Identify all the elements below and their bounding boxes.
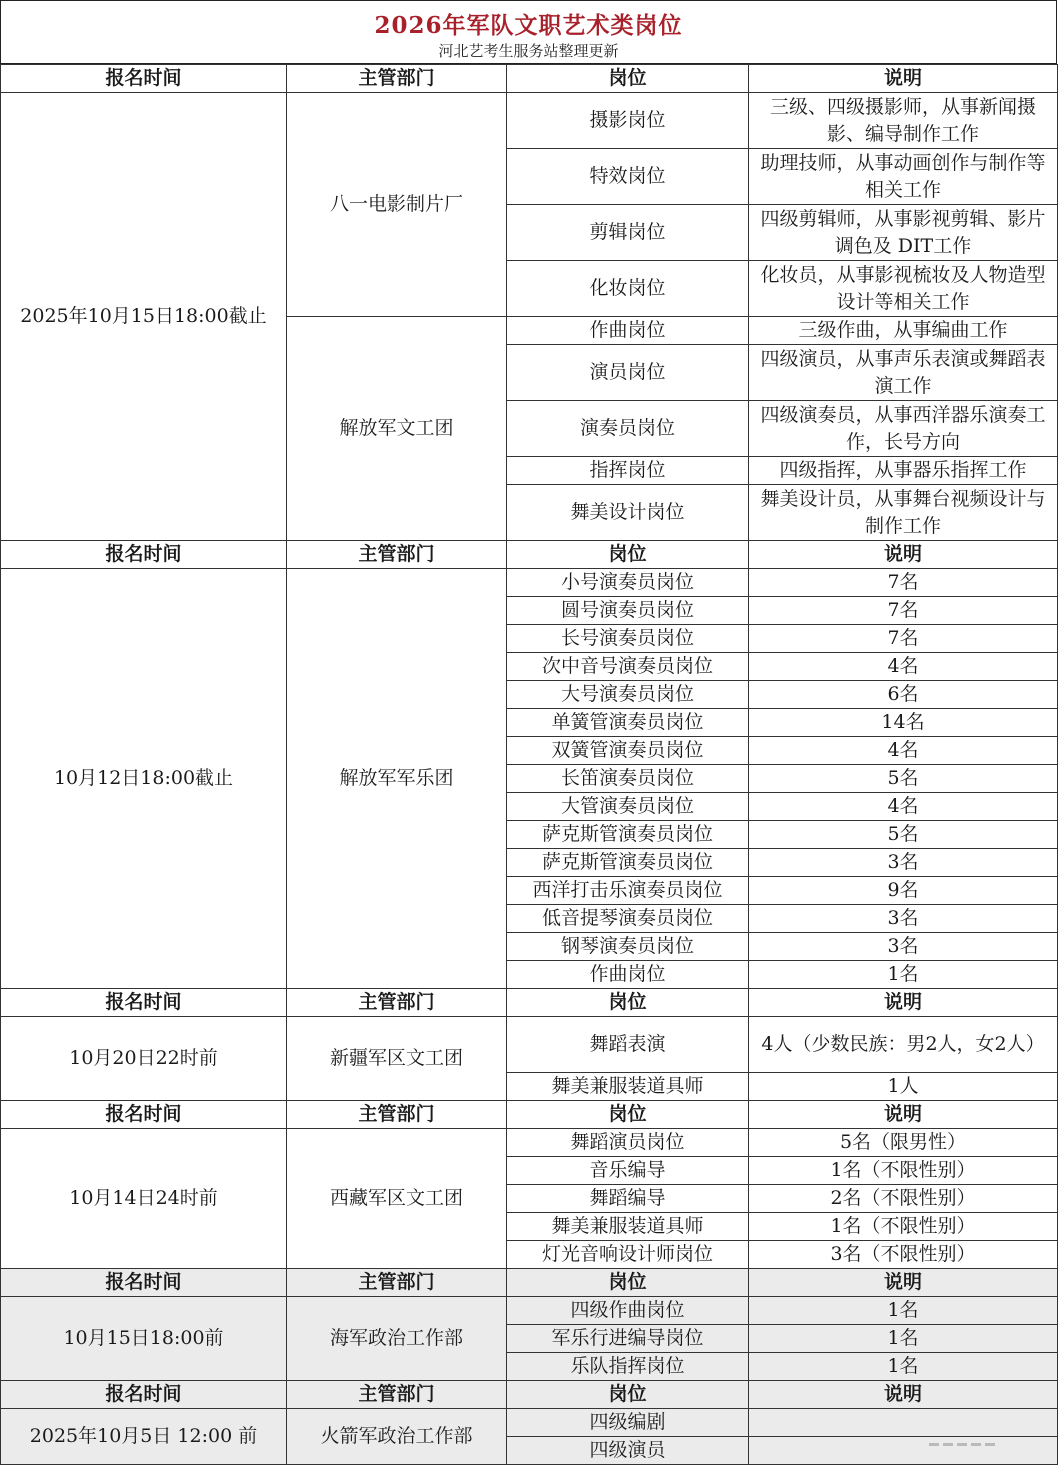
col-header-description: 说明	[749, 1381, 1058, 1409]
description-cell: 1名	[749, 1353, 1058, 1381]
post-cell: 灯光音响设计师岗位	[507, 1241, 749, 1269]
description-cell: 7名	[749, 625, 1058, 653]
table-row	[1, 569, 1058, 597]
post-cell: 长笛演奏员岗位	[507, 765, 749, 793]
col-header-department: 主管部门	[287, 1381, 507, 1409]
department-cell: 海军政治工作部	[287, 1297, 507, 1381]
description-cell: 7名	[749, 597, 1058, 625]
post-cell: 西洋打击乐演奏员岗位	[507, 877, 749, 905]
post-cell: 舞美兼服装道具师	[507, 1213, 749, 1241]
description-cell: 2名（不限性别）	[749, 1185, 1058, 1213]
deadline-cell: 10月15日18:00前	[1, 1297, 287, 1381]
deadline-cell: 10月20日22时前	[1, 1017, 287, 1101]
col-header-deadline: 报名时间	[1, 1381, 287, 1409]
col-header-deadline: 报名时间	[1, 1269, 287, 1297]
description-cell: 1人	[749, 1073, 1058, 1101]
description-cell: 化妆员，从事影视梳妆及人物造型设计等相关工作	[749, 261, 1058, 317]
description-cell: 6名	[749, 681, 1058, 709]
description-cell: 三级、四级摄影师，从事新闻摄影、编导制作工作	[749, 93, 1058, 149]
col-header-department: 主管部门	[287, 989, 507, 1017]
post-cell: 萨克斯管演奏员岗位	[507, 821, 749, 849]
description-cell: 3名	[749, 905, 1058, 933]
description-cell: 四级剪辑师，从事影视剪辑、影片调色及 DIT工作	[749, 205, 1058, 261]
description-cell: 四级演奏员，从事西洋器乐演奏工作，长号方向	[749, 401, 1058, 457]
post-cell: 四级作曲岗位	[507, 1297, 749, 1325]
description-cell: 3名	[749, 933, 1058, 961]
section-header-row	[1, 1269, 1058, 1297]
post-cell: 剪辑岗位	[507, 205, 749, 261]
jobs-table	[0, 64, 1058, 1465]
post-cell: 单簧管演奏员岗位	[507, 709, 749, 737]
col-header-department: 主管部门	[287, 1101, 507, 1129]
col-header-post: 岗位	[507, 1101, 749, 1129]
description-cell: 1名	[749, 1325, 1058, 1353]
post-cell: 大号演奏员岗位	[507, 681, 749, 709]
description-cell: 舞美设计员，从事舞台视频设计与制作工作	[749, 485, 1058, 541]
deadline-cell: 2025年10月15日18:00截止	[1, 93, 287, 541]
department-cell: 火箭军政治工作部	[287, 1409, 507, 1465]
deadline-cell: 2025年10月5日 12:00 前	[1, 1409, 287, 1465]
post-cell: 演员岗位	[507, 345, 749, 401]
col-header-description: 说明	[749, 1101, 1058, 1129]
description-cell: 四级演员，从事声乐表演或舞蹈表演工作	[749, 345, 1058, 401]
department-cell: 西藏军区文工团	[287, 1129, 507, 1269]
post-cell: 指挥岗位	[507, 457, 749, 485]
post-cell: 演奏员岗位	[507, 401, 749, 457]
post-cell: 四级编剧	[507, 1409, 749, 1437]
description-cell: 4人（少数民族：男2人，女2人）	[749, 1017, 1058, 1073]
post-cell: 萨克斯管演奏员岗位	[507, 849, 749, 877]
col-header-post: 岗位	[507, 541, 749, 569]
col-header-deadline: 报名时间	[1, 989, 287, 1017]
table-row	[1, 1297, 1058, 1325]
post-cell: 钢琴演奏员岗位	[507, 933, 749, 961]
col-header-post: 岗位	[507, 65, 749, 93]
department-cell: 解放军文工团	[287, 317, 507, 541]
table-row	[1, 1017, 1058, 1073]
col-header-department: 主管部门	[287, 1269, 507, 1297]
description-cell: 助理技师，从事动画创作与制作等相关工作	[749, 149, 1058, 205]
description-cell: 4名	[749, 653, 1058, 681]
description-cell: 5名	[749, 765, 1058, 793]
post-cell: 次中音号演奏员岗位	[507, 653, 749, 681]
post-cell: 大管演奏员岗位	[507, 793, 749, 821]
post-cell: 特效岗位	[507, 149, 749, 205]
department-cell: 解放军军乐团	[287, 569, 507, 989]
page-title: 2026年军队文职艺术类岗位	[374, 12, 683, 39]
post-cell: 乐队指挥岗位	[507, 1353, 749, 1381]
description-cell: 3名（不限性别）	[749, 1241, 1058, 1269]
post-cell: 摄影岗位	[507, 93, 749, 149]
post-cell: 低音提琴演奏员岗位	[507, 905, 749, 933]
post-cell: 双簧管演奏员岗位	[507, 737, 749, 765]
description-cell: 14名	[749, 709, 1058, 737]
post-cell: 舞蹈演员岗位	[507, 1129, 749, 1157]
col-header-description: 说明	[749, 989, 1058, 1017]
section-header-row	[1, 1381, 1058, 1409]
description-cell: 4名	[749, 793, 1058, 821]
col-header-department: 主管部门	[287, 541, 507, 569]
page-subtitle: 河北艺考生服务站整理更新	[438, 42, 619, 60]
post-cell: 音乐编导	[507, 1157, 749, 1185]
department-cell: 新疆军区文工团	[287, 1017, 507, 1101]
description-cell: 7名	[749, 569, 1058, 597]
section-header-row	[1, 541, 1058, 569]
description-cell: 5名	[749, 821, 1058, 849]
col-header-post: 岗位	[507, 1269, 749, 1297]
col-header-post: 岗位	[507, 1381, 749, 1409]
deadline-cell: 10月14日24时前	[1, 1129, 287, 1269]
section-header-row	[1, 65, 1058, 93]
deadline-cell: 10月12日18:00截止	[1, 569, 287, 989]
description-cell: 1名（不限性别）	[749, 1213, 1058, 1241]
post-cell: 四级演员	[507, 1437, 749, 1465]
table-row	[1, 93, 1058, 149]
description-cell: 三级作曲，从事编曲工作	[749, 317, 1058, 345]
post-cell: 舞蹈表演	[507, 1017, 749, 1073]
post-cell: 作曲岗位	[507, 961, 749, 989]
col-header-description: 说明	[749, 65, 1058, 93]
post-cell: 舞美设计岗位	[507, 485, 749, 541]
post-cell: 化妆岗位	[507, 261, 749, 317]
post-cell: 小号演奏员岗位	[507, 569, 749, 597]
col-header-deadline: 报名时间	[1, 541, 287, 569]
table-row	[1, 1129, 1058, 1157]
description-cell: 四级指挥，从事器乐指挥工作	[749, 457, 1058, 485]
post-cell: 舞美兼服装道具师	[507, 1073, 749, 1101]
description-cell: 3名	[749, 849, 1058, 877]
post-cell: 长号演奏员岗位	[507, 625, 749, 653]
description-cell: 1名（不限性别）	[749, 1157, 1058, 1185]
post-cell: 军乐行进编导岗位	[507, 1325, 749, 1353]
post-cell: 圆号演奏员岗位	[507, 597, 749, 625]
table-row	[1, 1409, 1058, 1437]
col-header-deadline: 报名时间	[1, 65, 287, 93]
col-header-description: 说明	[749, 1269, 1058, 1297]
col-header-deadline: 报名时间	[1, 1101, 287, 1129]
post-cell: 作曲岗位	[507, 317, 749, 345]
description-cell: 4名	[749, 737, 1058, 765]
col-header-post: 岗位	[507, 989, 749, 1017]
description-cell: 1名	[749, 1297, 1058, 1325]
col-header-description: 说明	[749, 541, 1058, 569]
description-cell: 9名	[749, 877, 1058, 905]
department-cell: 八一电影制片厂	[287, 93, 507, 317]
post-cell: 舞蹈编导	[507, 1185, 749, 1213]
section-header-row	[1, 989, 1058, 1017]
description-cell: 5名（限男性）	[749, 1129, 1058, 1157]
section-header-row	[1, 1101, 1058, 1129]
description-cell: 1名	[749, 961, 1058, 989]
watermark-dashes	[929, 1431, 1029, 1443]
col-header-department: 主管部门	[287, 65, 507, 93]
page-header	[0, 0, 1057, 64]
